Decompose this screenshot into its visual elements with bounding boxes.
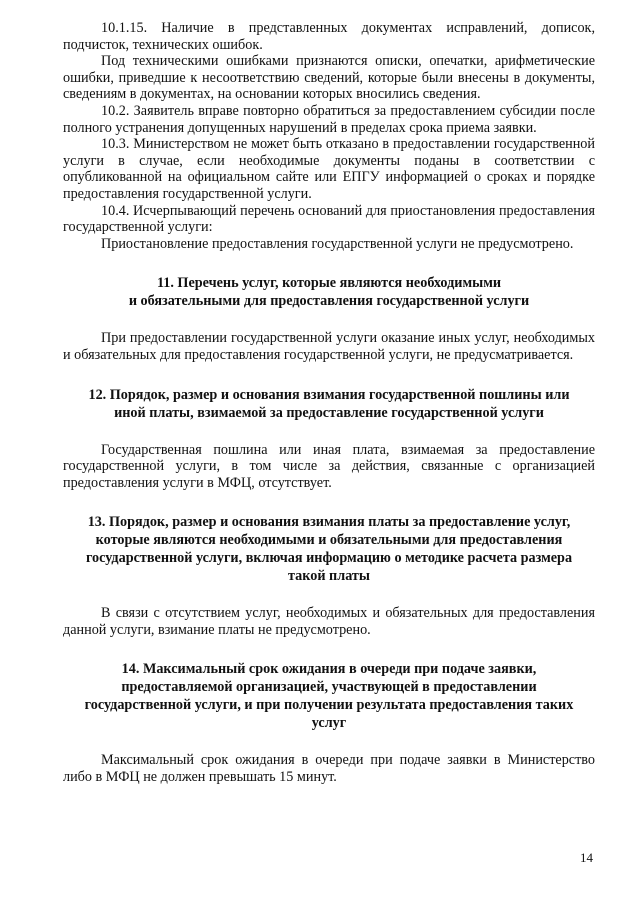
section-12-body: Государственная пошлина или иная плата, взимаемая за предоставление государственной услуги, в том числе за действия, связанные с организацией предоставления услуги в МФЦ, отсутствует. [63, 441, 595, 491]
document-body [63, 20, 595, 786]
section-13-heading-line2: которые являются необходимыми и обязательными для предоставления [95, 532, 563, 549]
section-14-heading-line2: предоставляемой организацией, участвующей в предоставлении [121, 679, 537, 696]
paragraph-10-2: 10.2. Заявитель вправе повторно обратиться за предоставлением субсидии после полного устранения допущенных нарушений в пределах срока приема заявки. [63, 102, 595, 136]
section-12-heading-line2: иной платы, взимаемой за предоставление государственной услуги [114, 404, 544, 421]
section-14-heading-line4: услуг [311, 715, 347, 732]
paragraph-suspension: Приостановление предоставления государственной услуги не предусмотрено. [101, 235, 574, 252]
paragraph-10-4: 10.4. Исчерпывающий перечень оснований для приостановления предоставления государственной услуги: [63, 202, 595, 236]
section-14-heading [63, 660, 595, 732]
section-11-heading [63, 274, 595, 310]
paragraph-technical-errors: Под техническими ошибками признаются описки, опечатки, арифметические ошибки, приведшие к несоответствию сведений, которые были внесены в документы, сведениям в документах, на основании которых вносились сведения. [63, 53, 595, 103]
section-13-heading [63, 513, 595, 585]
section-13-heading-line1: 13. Порядок, размер и основания взимания платы за предоставление услуг, [87, 514, 571, 531]
section-12-heading-line1: 12. Порядок, размер и основания взимания государственной пошлины или [88, 386, 570, 403]
section-11-body: При предоставлении государственной услуги оказание иных услуг, необходимых и обязательных для предоставления государственной услуги, не предусматривается. [63, 330, 595, 363]
page-number: 14 [580, 850, 593, 865]
section-11-heading-line1: 11. Перечень услуг, которые являются необходимыми [156, 275, 502, 292]
section-11-heading-line2: и обязательными для предоставления государственной услуги [128, 293, 530, 310]
section-14-body: Максимальный срок ожидания в очереди при подаче заявки в Министерство либо в МФЦ не должен превышать 15 минут. [63, 752, 595, 786]
section-13-heading-line4: такой платы [288, 568, 370, 585]
section-14-heading-line1: 14. Максимальный срок ожидания в очереди при подаче заявки, [121, 661, 537, 678]
paragraph-10-3: 10.3. Министерством не может быть отказано в предоставлении государственной услуги в случае, если необходимые документы поданы в соответствии с опубликованной на официальном сайте или ЕПГУ информацией о сроках и порядке предоставления государственной услуги. [63, 136, 595, 202]
section-13-heading-line3: государственной услуги, включая информацию о методике расчета размера [85, 550, 573, 567]
section-13-body: В связи с отсутствием услуг, необходимых и обязательных для предоставления данной услуги, взимание платы не предусмотрено. [63, 605, 595, 638]
paragraph-10-1-15: 10.1.15. Наличие в представленных документах исправлений, дописок, подчисток, технических ошибок. [63, 20, 595, 53]
section-14-heading-line3: государственной услуги, и при получении результата предоставления таких [84, 697, 574, 714]
section-12-heading [63, 386, 595, 422]
